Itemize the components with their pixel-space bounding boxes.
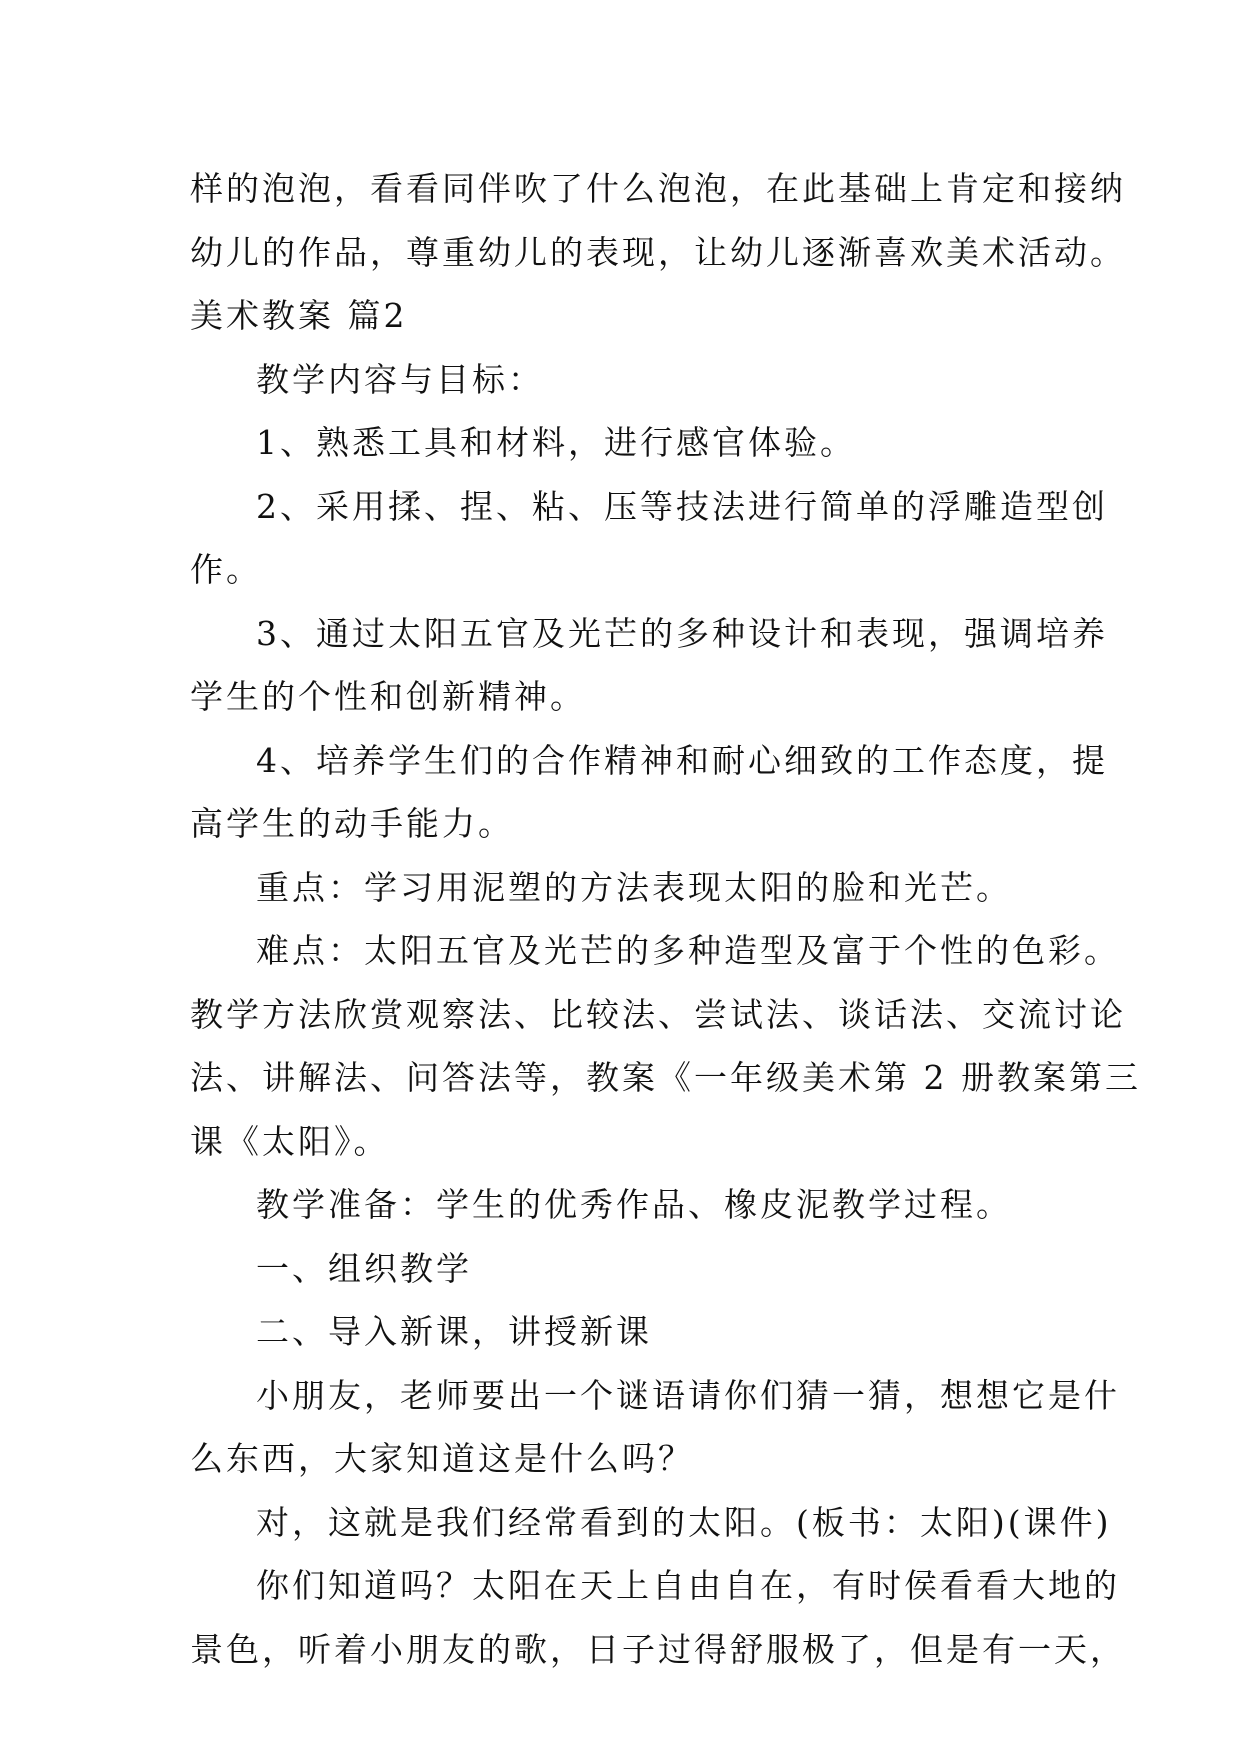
list-item: 2、采用揉、捏、粘、压等技法进行简单的浮雕造型创 [256, 486, 1108, 526]
text-line: 幼儿的作品，尊重幼儿的表现，让幼儿逐渐喜欢美术活动。 [190, 232, 1126, 272]
text-line: 学生的个性和创新精神。 [190, 677, 586, 716]
text-line: 对，这就是我们经常看到的太阳。(板书：太阳)(课件) [256, 1502, 1112, 1542]
text-line: 重点：学习用泥塑的方法表现太阳的脸和光芒。 [256, 867, 1012, 907]
list-item: 3、通过太阳五官及光芒的多种设计和表现，强调培养 [256, 613, 1108, 653]
text-line: 二、导入新课，讲授新课 [256, 1312, 652, 1351]
text-line: 你们知道吗？太阳在天上自由自在，有时侯看看大地的 [256, 1566, 1120, 1605]
text-line: 小朋友，老师要出一个谜语请你们猜一猜，想想它是什 [256, 1375, 1120, 1415]
text-line: 高学生的动手能力。 [190, 804, 514, 843]
text-line: 法、讲解法、问答法等，教案《一年级美术第 2 册教案第三 [190, 1058, 1141, 1097]
text-line: 作。 [190, 550, 262, 589]
text-line: 教学方法欣赏观察法、比较法、尝试法、谈话法、交流讨论 [190, 994, 1126, 1034]
text-line: 一、组织教学 [256, 1248, 472, 1288]
list-item: 4、培养学生们的合作精神和耐心细致的工作态度，提 [256, 740, 1108, 780]
text-line: 课《太阳》。 [190, 1121, 390, 1161]
text-line: 难点：太阳五官及光芒的多种造型及富于个性的色彩。 [256, 931, 1120, 970]
text-line: 么东西，大家知道这是什么吗？ [190, 1439, 694, 1478]
text-line: 景色，听着小朋友的歌，日子过得舒服极了，但是有一天， [190, 1629, 1126, 1669]
document-body [190, 157, 1141, 1681]
text-line: 教学准备：学生的优秀作品、橡皮泥教学过程。 [256, 1185, 1012, 1224]
text-line: 样的泡泡，看看同伴吹了什么泡泡，在此基础上肯定和接纳 [190, 169, 1126, 208]
list-item: 1、熟悉工具和材料，进行感官体验。 [256, 423, 856, 462]
text-line: 教学内容与目标： [256, 359, 544, 399]
section-heading: 美术教案 篇2 [190, 296, 408, 335]
